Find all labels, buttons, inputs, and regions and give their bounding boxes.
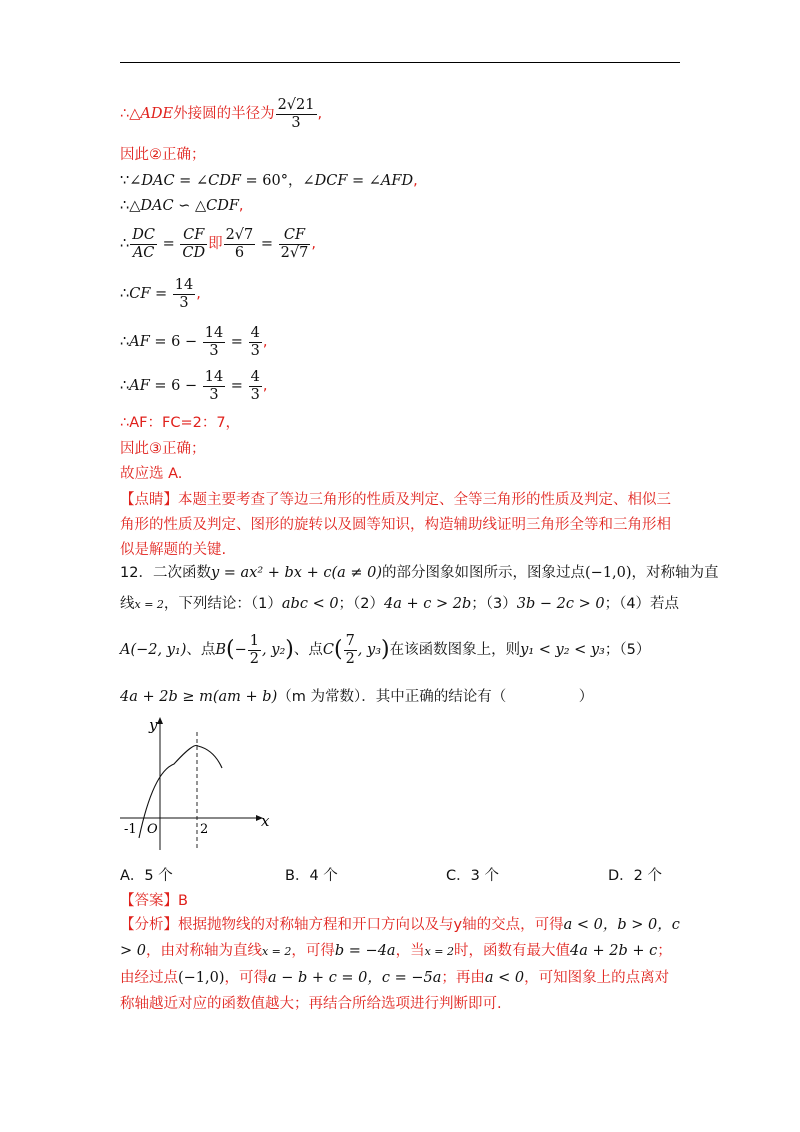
denominator: 2 (345, 650, 355, 667)
text: ；再由 (441, 970, 485, 986)
numerator: 4 (250, 324, 260, 341)
x-equals-2: x = 2 (424, 945, 454, 958)
comma: , (262, 334, 268, 350)
line-cf-value (120, 274, 201, 314)
text: （m 为常数）．其中正确的结论有（ ） (277, 689, 594, 705)
parabola-graph (116, 712, 276, 852)
text: 【分析】根据抛物线的对称轴方程和开口方向以及与y轴的交点，可得 (120, 917, 564, 933)
text: 外接圆的半径为 (173, 106, 275, 122)
fraction (249, 369, 262, 404)
denominator: 2√7 (280, 244, 309, 261)
segment-af: AF (129, 334, 150, 350)
comma: , (262, 378, 268, 394)
conclusion-5: 4a + 2b ≥ m(am + b) (120, 689, 278, 705)
angle-cdf: CDF (208, 173, 241, 189)
quadratic-equation: y = ax² + bx + c(a ≠ 0) (210, 565, 383, 581)
numerator: 2√21 (277, 96, 315, 113)
fraction (203, 369, 225, 404)
dianjing-note: 【点睛】本题主要考查了等边三角形的性质及判定、全等三角形的性质及判定、相似三角形的性质及判定、图形的旋转以及圆等知识，构造辅助线证明三角形全等和三角形相似是解题的关键. (120, 492, 671, 558)
therefore: ∴ (120, 236, 130, 252)
triangle-cdf: CDF (206, 198, 239, 214)
ratio-af-fc: ∴AF：FC=2：7， (120, 415, 241, 431)
max-value: 4a + 2b + c (570, 943, 658, 959)
point-neg1-0: (−1,0) (178, 970, 225, 986)
sign-conditions: a < 0，b > 0，c > 0 (120, 917, 680, 959)
y2: , y₂ (262, 642, 286, 658)
fraction (180, 227, 207, 262)
because-angle: ∵∠ (120, 173, 142, 189)
denominator: CD (182, 244, 206, 261)
namely-text: 即 (208, 236, 223, 252)
denominator: 3 (250, 342, 260, 359)
therefore: ∴ (120, 286, 130, 302)
fraction (279, 227, 311, 262)
b-relation: b = −4a (334, 943, 396, 959)
angle-afd: AFD (380, 173, 414, 189)
fraction (203, 325, 225, 360)
equals: = 6 − (149, 378, 202, 394)
question-number: 12．二次函数 (120, 565, 211, 581)
numerator: 14 (204, 368, 224, 385)
q12-line-3: A(−2, y₁)、点B(− $\frac{1}{2}$ , y₂)、点C( $\frac{7}{2}$ , y₃)在该函数图象上，则y₁ < y₂ < y₃；（5） (120, 632, 651, 667)
q12-line-1 (120, 564, 719, 582)
numerator: CF (279, 227, 311, 245)
denominator: 3 (209, 342, 219, 359)
equals: = ∠ (174, 173, 209, 189)
point-a: A(−2, y₁) (120, 642, 187, 658)
fraction (224, 227, 256, 262)
denominator: 3 (209, 386, 219, 403)
fraction (249, 325, 262, 360)
text: ；（3） (471, 596, 517, 612)
q12-line-4 (120, 688, 593, 706)
text: ；（2） (338, 596, 385, 612)
y3: , y₃ (357, 642, 382, 658)
therefore-triangle: ∴△ (120, 198, 141, 214)
line-similar (120, 197, 244, 215)
text: ，可得 (224, 970, 269, 986)
text: ，当 (395, 943, 425, 959)
line-ade-radius (120, 96, 322, 132)
segment-cf: CF (129, 286, 151, 302)
text: ；由经过点 (120, 943, 672, 986)
numerator: 4 (250, 368, 260, 385)
triangle-name: ADE (140, 106, 174, 122)
option-b[interactable]: B．4 个 (285, 868, 338, 884)
text: 在该函数图象上，则 (389, 642, 521, 658)
text: 时，函数有最大值 (454, 943, 570, 959)
comma: , (196, 286, 201, 302)
point-neg1-0: (−1,0) (585, 565, 632, 581)
conclusion-4: y₁ < y₂ < y₃ (520, 642, 605, 658)
fraction (344, 633, 357, 668)
line-af-value-repeat: ∴AF = 6 − $\frac{14}{3}$ = $\frac{4}{3}$ , (120, 368, 268, 403)
origin-label: O (147, 822, 158, 837)
numerator: 14 (174, 276, 194, 293)
line-af-value: ∴AF = 6 − $\frac{14}{3}$ = $\frac{4}{3}$ , (120, 324, 268, 359)
denominator: 2 (249, 650, 260, 667)
neg-one-label: -1 (124, 822, 137, 837)
header-rule (120, 62, 680, 63)
denominator: 3 (179, 294, 189, 311)
comma: , (413, 173, 418, 189)
fraction (173, 277, 195, 312)
axis-equation: x = 2 (261, 945, 292, 958)
choose-answer-a: 故应选 A. (120, 466, 183, 482)
segment-af: AF (129, 378, 150, 394)
numerator: DC (132, 226, 155, 243)
answer-label: 【答案】B (120, 893, 188, 909)
denominator: 3 (250, 386, 260, 403)
line-ratio: ∴ $\frac{DC}{AC}$ = $\frac{CF}{CD}$ 即 $\frac{2√7}{6}$ = $\frac{CF}{2√7}$ , (120, 226, 316, 261)
text: ，对称轴为直 (631, 565, 719, 581)
q12-line-2 (120, 595, 679, 614)
comma: , (317, 106, 323, 122)
c-relation: a − b + c = 0，c = −5a (268, 970, 442, 986)
x-axis-label: x (261, 812, 270, 830)
conclusion-3: 3b − 2c > 0 (516, 596, 605, 612)
numerator: CF (180, 227, 207, 245)
conclusion-3-correct: 因此③正确； (120, 441, 206, 457)
fraction (248, 633, 261, 668)
denominator: 3 (291, 114, 301, 131)
text: 、点 (186, 642, 216, 658)
two-label: 2 (200, 822, 209, 837)
equals: = 6 − (149, 334, 202, 350)
text: ；（5） (604, 642, 651, 658)
numerator: 7 (345, 632, 355, 649)
comma: , (238, 198, 244, 214)
conclusion-2: 4a + c > 2b (384, 596, 472, 612)
angle-dcf: DCF (314, 173, 348, 189)
sixty-degrees: = 60°，∠ (240, 173, 315, 189)
fraction (130, 227, 157, 262)
therefore-triangle: ∴△ (120, 106, 141, 122)
text: ；（4）若点 (604, 596, 680, 612)
text: ，由对称轴为直线 (145, 943, 262, 959)
option-a[interactable]: A．5 个 (120, 868, 173, 884)
comma: , (311, 236, 316, 252)
text: ，下列结论：（1） (163, 596, 282, 612)
point-c-label: C (322, 642, 334, 658)
option-c[interactable]: C．3 个 (446, 868, 499, 884)
point-b-label: B (215, 642, 227, 658)
therefore: ∴ (120, 378, 130, 394)
analysis-paragraph (120, 912, 680, 1017)
a-negative: a < 0 (484, 970, 525, 986)
triangle-dac: DAC (140, 198, 174, 214)
text: 、点 (293, 642, 323, 658)
equals: = ∠ (347, 173, 381, 189)
radius-fraction (276, 97, 317, 132)
conclusion-2-correct: 因此②正确； (120, 147, 206, 163)
similar-sign: ∽ △ (173, 198, 207, 214)
numerator: 1 (249, 632, 260, 649)
option-d[interactable]: D．2 个 (608, 868, 662, 884)
y-axis-label: y (149, 716, 158, 734)
therefore: ∴ (120, 334, 130, 350)
numerator: 2√7 (225, 226, 254, 243)
conclusion-1: abc < 0 (281, 596, 339, 612)
y-axis-arrow (157, 717, 163, 724)
denominator: AC (132, 244, 155, 261)
text: 线 (120, 596, 135, 612)
numerator: 14 (204, 324, 224, 341)
text: ，可知图象上的点离对称轴越近对应的函数值越大；再结合所给选项进行判断即可. (120, 970, 670, 1012)
text: 的部分图象如图所示，图象过点 (382, 565, 586, 581)
text: ，可得 (291, 943, 335, 959)
equals: = (150, 286, 172, 302)
angle-dac: DAC (141, 173, 175, 189)
denominator: 6 (234, 244, 245, 261)
axis-equation: x = 2 (134, 598, 164, 611)
line-angles (120, 172, 418, 190)
